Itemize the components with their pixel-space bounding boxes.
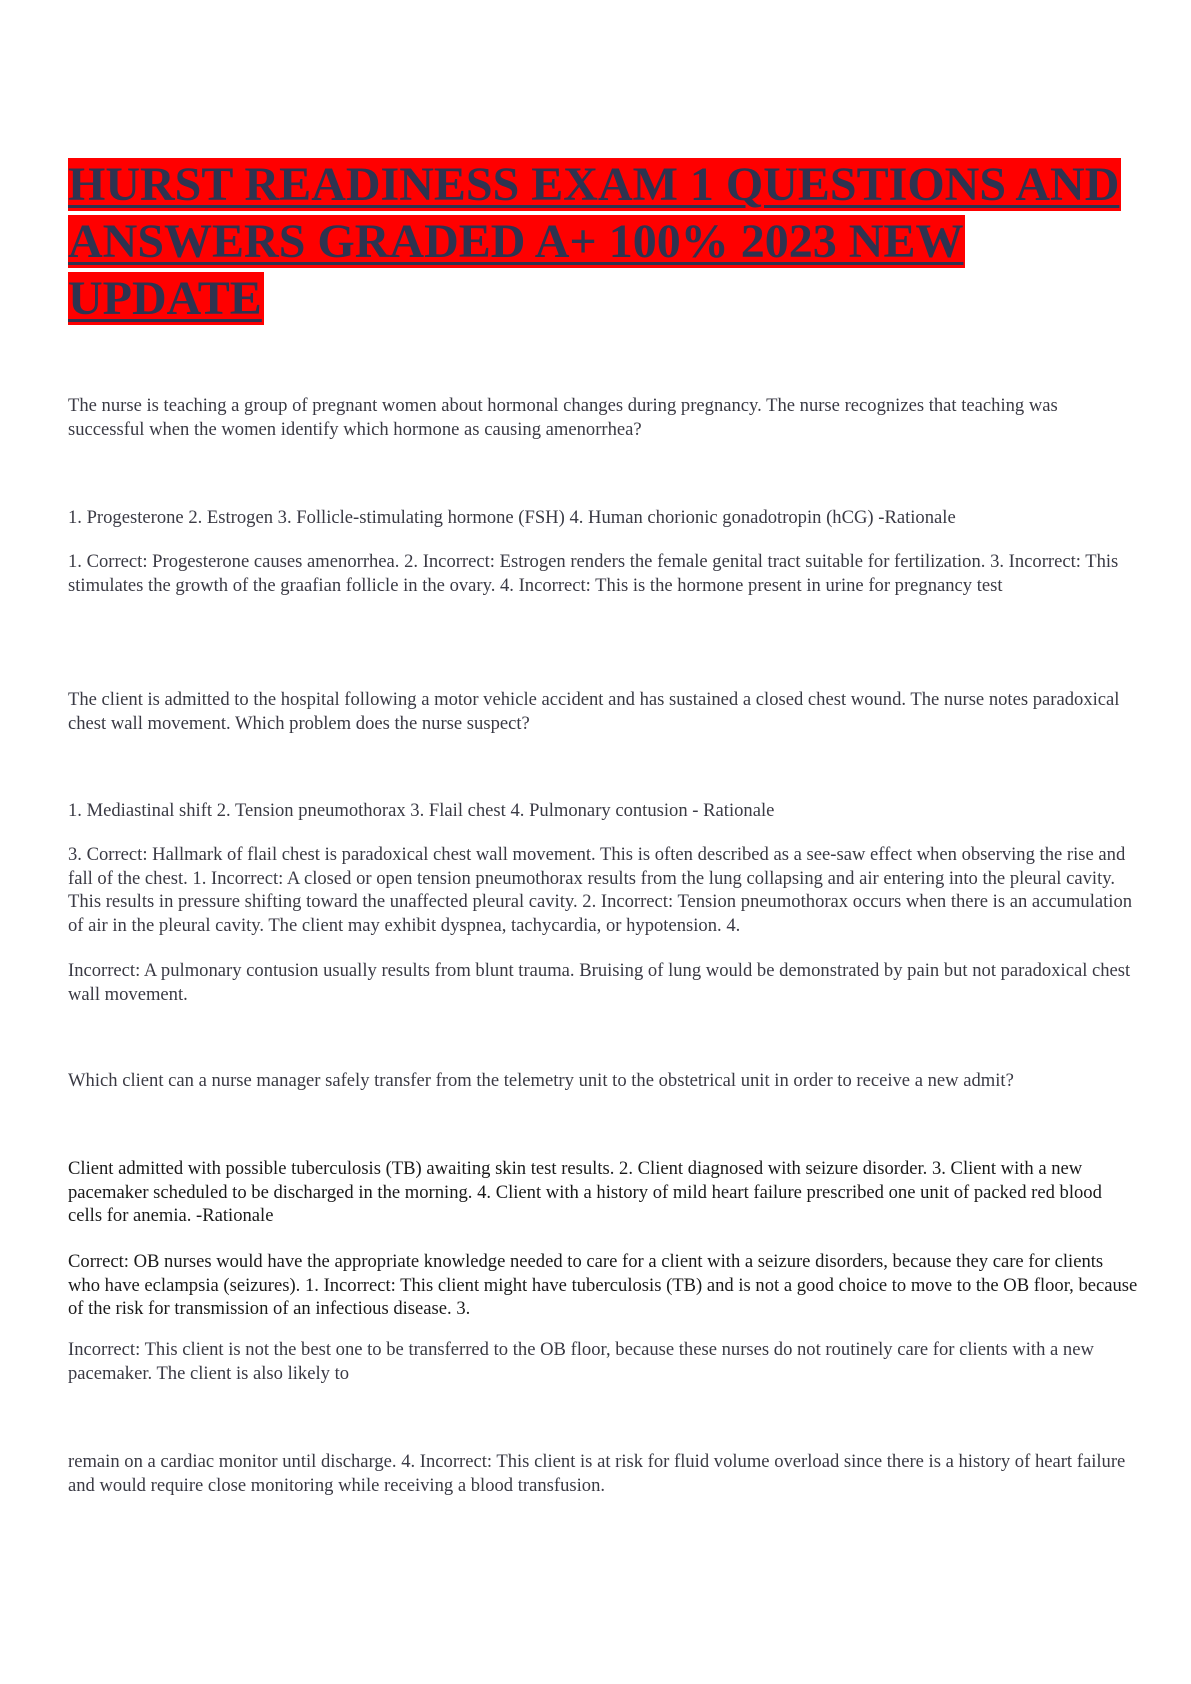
question-3-text: Which client can a nurse manager safely transfer from the telemetry unit to the obstetrical unit in order to receive a new admit? xyxy=(68,1070,1014,1091)
question-3-rationale-continued: Incorrect: This client is not the best one to be transferred to the OB floor, because these nurses do not routinely care for clients with a new pacemaker. The client is also likely to xyxy=(68,1339,1094,1384)
document-title xyxy=(68,156,1128,327)
question-2-text: The client is admitted to the hospital following a motor vehicle accident and has sustained a closed chest wound. The nurse notes paradoxical chest wall movement. Which problem does the nurse suspect? xyxy=(68,689,1120,734)
question-1-rationale: 1. Correct: Progesterone causes amenorrhea. 2. Incorrect: Estrogen renders the female genital tract suitable for fertilization. 3. Incorrect: This stimulates the growth of the graafian follicle in the ovary. 4. Incorrect: This is the hormone present in urine for pregnancy test xyxy=(68,551,1119,596)
question-1-options: 1. Progesterone 2. Estrogen 3. Follicle-stimulating hormone (FSH) 4. Human chorionic gonadotropin (hCG) -Rationale xyxy=(68,507,956,528)
question-2-options: 1. Mediastinal shift 2. Tension pneumothorax 3. Flail chest 4. Pulmonary contusion - Rationale xyxy=(68,800,775,821)
question-2-rationale-continued: Incorrect: A pulmonary contusion usually results from blunt trauma. Bruising of lung would be demonstrated by pain but not paradoxical chest wall movement. xyxy=(68,960,1131,1005)
title-highlight: HURST READINESS EXAM 1 QUESTIONS AND ANSWERS GRADED A+ 100% 2023 NEW UPDATE xyxy=(68,158,1120,325)
question-3-options: Client admitted with possible tuberculosis (TB) awaiting skin test results. 2. Client diagnosed with seizure disorder. 3. Client with a new pacemaker scheduled to be discharged in the morning. 4. Client with a history of mild heart failure prescribed one unit of packed red blood cells for anemia. -Rationale xyxy=(68,1158,1102,1226)
question-3-rationale: Correct: OB nurses would have the appropriate knowledge needed to care for a client with a seizure disorders, because they care for clients who have eclampsia (seizures). 1. Incorrect: This client might have tuberculosis (TB) and is not a good choice to move to the OB floor, because of the risk for transmission of an infectious disease. 3. xyxy=(68,1251,1138,1319)
question-2-rationale: 3. Correct: Hallmark of flail chest is paradoxical chest wall movement. This is often described as a see-saw effect when observing the rise and fall of the chest. 1. Incorrect: A closed or open tension pneumothorax results from the lung collapsing and air entering into the pleural cavity. This results in pressure shifting toward the unaffected pleural cavity. 2. Incorrect: Tension pneumothorax occurs when there is an accumulation of air in the pleural cavity. The client may exhibit dyspnea, tachycardia, or hypotension. 4. xyxy=(68,844,1133,936)
question-1-text: The nurse is teaching a group of pregnant women about hormonal changes during pregnancy. The nurse recognizes that teaching was successful when the women identify which hormone as causing amenorrhea? xyxy=(68,395,1058,440)
question-3-rationale-end: remain on a cardiac monitor until discharge. 4. Incorrect: This client is at risk for fluid volume overload since there is a history of heart failure and would require close monitoring while receiving a blood transfusion. xyxy=(68,1451,1126,1496)
